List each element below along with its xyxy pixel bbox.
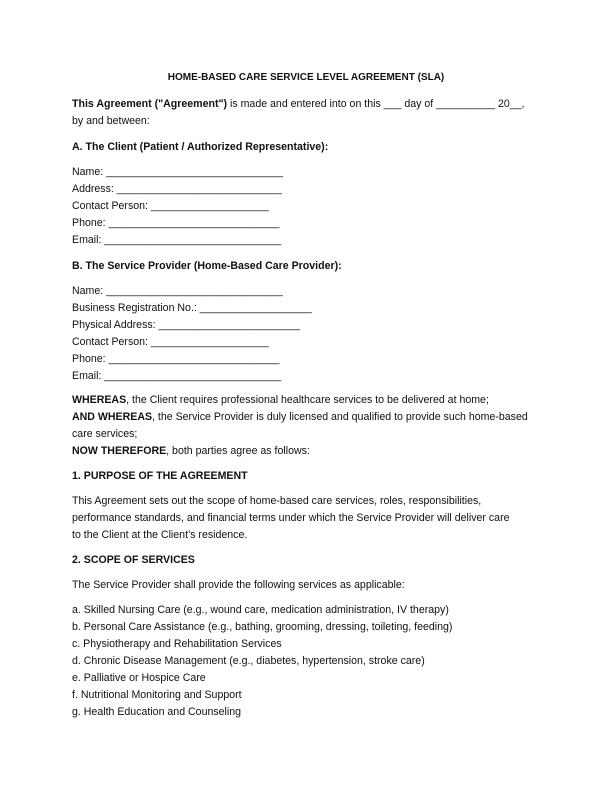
provider-heading: B. The Service Provider (Home-Based Care Provider): <box>72 260 342 272</box>
section2-heading: 2. SCOPE OF SERVICES <box>72 554 195 566</box>
whereas-rest: , the Client requires professional healthcare services to be delivered at home; <box>126 394 489 406</box>
and-whereas-line-2: care services; <box>72 428 138 440</box>
provider-phone-field: Phone: _____________________________ <box>72 353 280 365</box>
intro-line <box>72 97 525 111</box>
provider-address-field: Physical Address: ________________________ <box>72 319 300 331</box>
and-whereas-line <box>72 410 528 424</box>
document-title: HOME-BASED CARE SERVICE LEVEL AGREEMENT (SLA) <box>167 72 445 83</box>
client-address-field: Address: ____________________________ <box>72 183 282 195</box>
client-name-field: Name: ______________________________ <box>72 166 283 178</box>
client-phone-field: Phone: _____________________________ <box>72 217 280 229</box>
client-contact-field: Contact Person: ____________________ <box>72 200 269 212</box>
section1-line: This Agreement sets out the scope of home-based care services, roles, responsibilities, <box>72 495 482 507</box>
section1-heading: 1. PURPOSE OF THE AGREEMENT <box>72 470 248 482</box>
provider-email-field: Email: ______________________________ <box>72 370 282 382</box>
service-list-item: g. Health Education and Counseling <box>72 706 242 718</box>
intro-line-2: by and between: <box>72 115 150 127</box>
client-email-field: Email: ______________________________ <box>72 234 282 246</box>
whereas-line <box>72 393 489 407</box>
service-list-item: c. Physiotherapy and Rehabilitation Services <box>72 638 282 650</box>
section1-line: to the Client at the Client’s residence. <box>72 529 248 541</box>
and-whereas-rest: , the Service Provider is duly licensed and qualified to provide such home-based <box>152 411 528 423</box>
client-heading: A. The Client (Patient / Authorized Representative): <box>72 141 329 153</box>
intro-bold: This Agreement ("Agreement") <box>72 98 228 110</box>
service-list-item: f. Nutritional Monitoring and Support <box>72 689 242 701</box>
whereas-bold: WHEREAS <box>72 394 127 406</box>
and-whereas-bold: AND WHEREAS <box>72 411 153 423</box>
intro-rest: is made and entered into on this ___ day of __________ 20__, <box>227 98 525 110</box>
provider-registration-field: Business Registration No.: ___________________ <box>72 302 312 314</box>
provider-contact-field: Contact Person: ____________________ <box>72 336 269 348</box>
now-therefore-rest: , both parties agree as follows: <box>166 445 310 457</box>
now-therefore-bold: NOW THEREFORE <box>72 445 167 457</box>
now-therefore-line <box>72 444 310 458</box>
service-list-item: b. Personal Care Assistance (e.g., bathing, grooming, dressing, toileting, feeding) <box>72 621 453 633</box>
service-list-item: a. Skilled Nursing Care (e.g., wound care, medication administration, IV therapy) <box>72 604 449 616</box>
section2-intro: The Service Provider shall provide the following services as applicable: <box>72 579 405 591</box>
provider-name-field: Name: ______________________________ <box>72 285 283 297</box>
section1-line: performance standards, and financial terms under which the Service Provider will deliver care <box>72 512 510 524</box>
service-list-item: e. Palliative or Hospice Care <box>72 672 206 684</box>
service-list-item: d. Chronic Disease Management (e.g., diabetes, hypertension, stroke care) <box>72 655 425 667</box>
